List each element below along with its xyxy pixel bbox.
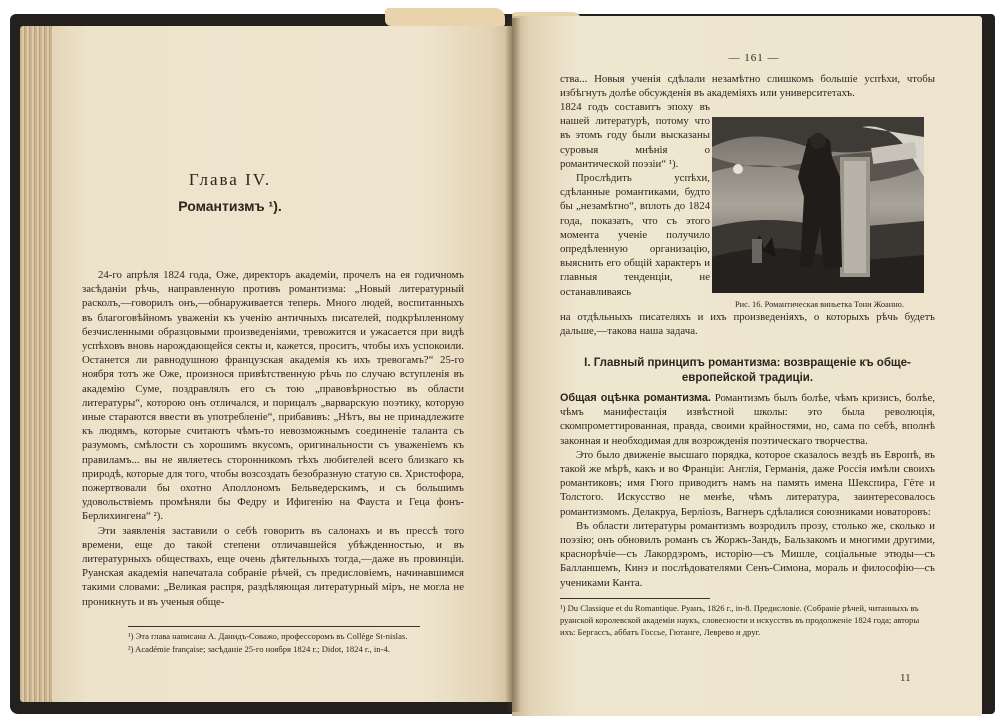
- paragraph: Это было движеніе высшаго порядка, которое сказалось вездѣ въ Европѣ, въ такой же мѣрѣ, какъ и во Франціи: Англія, Германія, даже Россія имѣли своихъ романтиковъ; имя Гюго приводитъ намъ на память имена Шекспира, Гёте и Толстого. Искусство не менѣе, чѣмъ литература, заинтересовалось романтизмомъ. Делакруа, Берліозъ, Вагнеръ сдѣлалися союзниками новаторовъ:: [560, 448, 935, 518]
- right-column-text: [560, 100, 710, 299]
- right-top-text: [560, 72, 935, 100]
- paragraph: 1824 годъ составитъ эпоху въ нашей литературѣ, потому что въ этомъ году были высказаны суровыя мнѣнія о романтической поэзіи“ ¹).: [560, 101, 710, 170]
- footnote-rule: [128, 626, 420, 627]
- footnote-rule: [560, 598, 710, 599]
- chapter-title: Романтизмъ ¹).: [178, 198, 282, 214]
- section-title: I. Главный принципъ романтизма: возвращеніе къ обще-европейской традиціи.: [584, 357, 911, 384]
- engraving-image: [712, 117, 924, 293]
- footnote: ¹) Du Classique et du Romantique. Руанъ, 1826 г., in-8. Предисловіе. (Собраніе рѣчей, читанныхъ въ руанской королевской академіи наукъ, словесности и искусствъ въ продолженіе 1824 года; авторы ихъ: Бергассъ, аббатъ Госсье, Гютанге, Леврево и друг.: [560, 603, 920, 637]
- paragraph: 24-го апрѣля 1824 года, Оже, директоръ академіи, прочелъ на ея годичномъ засѣданіи рѣчь, направленную противъ романтизма: „Новый литературный расколъ,—говорилъ онъ,—обнаруживается теперь. Много людей, воспитанныхъ въ благоговѣйномъ уваженіи къ ученію античныхъ писателей, подкрѣпленному безчисленными образцовыми произведеніями, тревожится и ужасается при видѣ успѣховъ вновь нарождающейся секты и, кажется, проситъ, чтобы ихъ успокоили. Останется ли равнодушною французская академія къ ихъ тревогамъ?“ 25-го ноября тотъ же Оже, произнося привѣтственную рѣчь по случаю вступленія въ академію Суме, поздравлялъ его съ тою „правовѣрностью въ области литературы“, которою онъ отличался, и порицалъ „варварскую поэтику, которую иные стараются ввести въ употребленіе“, прибавивъ: „Нѣтъ, вы не принадлежите къ людямъ, которые считаютъ чѣмъ-то невозможнымъ соединеніе таланта съ разумомъ, смѣлости съ хорошимъ вкусомъ, оригинальности съ уваженіемъ къ правиламъ... вы не являетесь сторонникомъ тѣхъ любителей всего близкаго къ природѣ, которые для того, чтобы возсоздать безобразную статую св. Христофора, пожертвовали бы охотно Аполлономъ Бельведерскимъ, и съ большимъ удовольствіемъ промѣняли бы Федру и Ифигенію на Фауста и Геца фонъ-Берлихингена“ ²).: [82, 269, 464, 523]
- torn-paper: [385, 8, 505, 26]
- paragraph: на отдѣльныхъ писателяхъ и ихъ произведеніяхъ, о которыхъ рѣчь будетъ дальше,—такова наша задача.: [560, 311, 935, 338]
- paragraph: ства... Новыя ученія сдѣлали незамѣтно слишкомъ большіе успѣхи, чтобы избѣгнуть долѣе обсужденія въ академіяхъ или университетахъ.: [560, 73, 935, 100]
- gutter-shadow: [505, 18, 521, 712]
- footnote: ¹) Эта глава написана А. Данидъ-Соважо, профессоромъ въ Collège St-nislas.: [128, 631, 408, 641]
- subsection-label: Общая оцѣнка романтизма.: [560, 392, 711, 404]
- page-number: — 161 —: [728, 52, 780, 64]
- footnote: ²) Académie française; засѣданіе 25-го ноября 1824 г.; Didot, 1824 г., in-4.: [128, 644, 390, 654]
- paragraph: Романтизмъ былъ болѣе, чѣмъ кризисъ, болѣе, чѣмъ манифестація извѣстной школы: это была революція, скомпрометтированная, правда, своими крайностями, но, сама по себѣ, вполнѣ законная и необходимая для возрожденія поэтическаго творчества.: [560, 392, 935, 447]
- figure-caption: Рис. 16. Романтическая виньетка Тони Жоанно.: [735, 300, 904, 309]
- right-bottom-text: [560, 310, 935, 338]
- signature-mark: 11: [900, 672, 911, 684]
- paragraph: Прослѣдить успѣхи, сдѣланные романтиками, будто бы „незамѣтно“, вплоть до 1824 года, показать, что съ этого момента ученіе получило опредѣленную организацію, выяснить его общій характеръ и главныя тенденціи, не останавливаясь: [560, 172, 710, 298]
- paragraph: Эти заявленія заставили о себѣ говорить въ салонахъ и въ прессѣ того времени, еще до такой степени отличавшейся убѣжденностью, и въ литературныхъ обществахъ, еще очень дѣятельныхъ тогда,—даже въ провинціи. Руанская академія напечатала собраніе рѣчей, съ предисловіемъ, начинавшимся такими словами: „Великая распря, раздѣляющая литературный міръ, не могла не проникнуть и въ ученыя обще-: [82, 524, 464, 608]
- romantic-vignette-illustration: [712, 117, 924, 293]
- left-page-text: [82, 268, 464, 609]
- chapter-number: Глава IV.: [188, 170, 272, 189]
- right-body-text: [560, 391, 935, 590]
- paragraph: Въ области литературы романтизмъ возродилъ прозу, столько же, сколько и поэзію; онъ обновилъ романъ съ Жоржъ-Зандъ, Бальзакомъ и многими другими, краснорѣчіе—съ Лакордэромъ, исторію—съ Мишле, соціальные этюды—съ Балланшемъ, Кинэ и послѣдователями Сенъ-Симона, мораль и философію—съ учениками Канта.: [560, 519, 935, 589]
